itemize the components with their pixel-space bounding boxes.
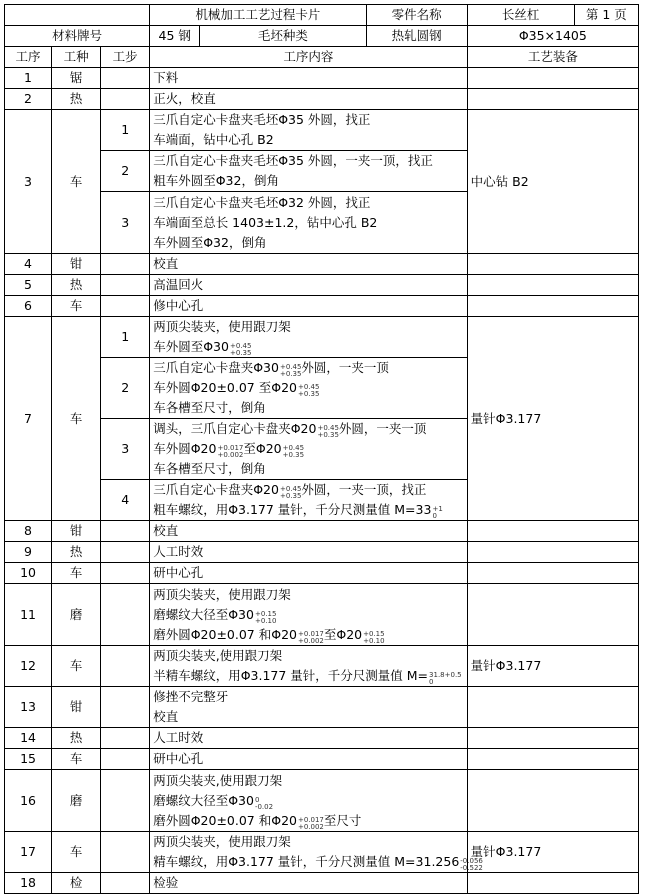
op-number: 14 — [5, 728, 52, 749]
content-line: 两顶尖装夹,使用跟刀架 — [153, 772, 283, 788]
content-line — [153, 378, 463, 398]
op-number: 12 — [5, 646, 52, 687]
equipment-cell — [467, 687, 638, 728]
tolerance — [432, 506, 442, 520]
tolerance-upper: +0.45 — [317, 424, 339, 432]
op-type: 钳 — [52, 687, 101, 728]
op-number: 9 — [5, 542, 52, 563]
content-text: 车外圆Φ20 — [153, 441, 217, 456]
tolerance — [280, 486, 301, 500]
tolerance-lower: +0.002 — [217, 451, 244, 459]
content-line: 车端面至总长 1403±1.2，钻中心孔 B2 — [153, 214, 378, 230]
step-cell — [101, 89, 150, 110]
table-row — [5, 584, 639, 646]
table-row — [5, 275, 639, 296]
equipment-cell — [467, 542, 638, 563]
step-cell — [101, 275, 150, 296]
equipment-cell — [467, 275, 638, 296]
content-line: 校直 — [153, 709, 179, 724]
tolerance-upper: 31.8+0.5 — [429, 671, 462, 679]
content-line: 两顶尖装夹,使用跟刀架 — [153, 648, 283, 663]
content-line — [153, 358, 463, 378]
step-number: 2 — [101, 151, 150, 192]
step-cell — [101, 296, 150, 317]
equipment: 量针Φ3.177 — [467, 646, 638, 687]
step-number: 3 — [101, 419, 150, 480]
content-text: 至Φ20 — [243, 441, 282, 456]
op-number: 17 — [5, 832, 52, 873]
equipment-cell — [467, 296, 638, 317]
col-equipment: 工艺装备 — [467, 47, 638, 68]
op-content: 人工时效 — [150, 728, 467, 749]
op-number: 3 — [5, 110, 52, 254]
step-cell — [101, 770, 150, 832]
tolerance — [429, 672, 462, 686]
tolerance-upper: +0.45 — [279, 485, 302, 493]
content-line — [153, 337, 463, 357]
col-content: 工序内容 — [150, 47, 467, 68]
content-text: 外圆，一夹一顶，找正 — [301, 482, 427, 497]
op-number: 13 — [5, 687, 52, 728]
equipment: 量针Φ3.177 — [467, 832, 638, 873]
table-row — [5, 317, 639, 358]
content-text: 磨外圆Φ20±0.07 和Φ20 — [153, 626, 297, 642]
content-line: 车外圆至Φ32，倒角 — [153, 234, 267, 250]
op-type: 热 — [52, 275, 101, 296]
equipment-cell — [467, 873, 638, 894]
tolerance-lower: +0.002 — [297, 822, 324, 831]
tolerance-lower: +0.35 — [279, 370, 302, 378]
step-number: 1 — [101, 110, 150, 151]
op-type: 车 — [52, 563, 101, 584]
step-cell — [101, 687, 150, 728]
content-text: 车外圆Φ20±0.07 至Φ20 — [153, 380, 297, 395]
op-type: 车 — [52, 832, 101, 873]
content-text: 粗车螺纹，用Φ3.177 量针，千分尺测量值 M=33 — [153, 502, 432, 517]
col-step: 工步 — [101, 47, 150, 68]
step-number: 2 — [101, 358, 150, 419]
process-card-table — [4, 4, 639, 894]
step-cell — [101, 728, 150, 749]
content-line: 修挫不完整牙 — [153, 689, 229, 704]
op-type: 磨 — [52, 770, 101, 832]
table-row — [5, 68, 639, 89]
op-type: 锯 — [52, 68, 101, 89]
step-cell — [101, 584, 150, 646]
tolerance-upper: -0.056 — [460, 857, 483, 865]
blank-type-label: 毛坯种类 — [200, 26, 366, 47]
table-row — [5, 254, 639, 275]
table-row — [5, 296, 639, 317]
op-content — [150, 419, 467, 480]
op-content — [150, 832, 483, 873]
content-text: 磨外圆Φ20±0.07 和Φ20 — [153, 812, 297, 828]
material-label: 材料牌号 — [5, 26, 150, 47]
op-type: 车 — [52, 317, 101, 521]
equipment: 量针Φ3.177 — [467, 317, 638, 521]
content-line — [153, 419, 463, 439]
op-type: 钳 — [52, 254, 101, 275]
content-line — [153, 811, 463, 831]
op-type: 车 — [52, 646, 101, 687]
content-text: 三爪自定心卡盘夹Φ20 — [153, 482, 279, 497]
tolerance-lower: +0.35 — [279, 492, 302, 500]
table-row — [5, 873, 639, 894]
content-text: 半精车螺纹，用Φ3.177 量针，千分尺测量值 M= — [153, 668, 429, 683]
op-type: 热 — [52, 89, 101, 110]
op-content — [150, 770, 467, 832]
col-type: 工种 — [52, 47, 101, 68]
tolerance-upper: +1 — [432, 505, 443, 513]
op-content — [150, 480, 467, 521]
op-content — [150, 584, 467, 646]
tolerance-upper: +0.017 — [217, 444, 244, 452]
op-content — [150, 110, 467, 151]
equipment-cell — [467, 728, 638, 749]
tolerance-upper: +0.017 — [297, 629, 324, 638]
content-line: 三爪自定心卡盘夹毛坯Φ32 外圆，找正 — [153, 194, 371, 210]
tolerance-upper: +0.45 — [279, 363, 302, 371]
op-number: 4 — [5, 254, 52, 275]
op-content: 研中心孔 — [150, 749, 467, 770]
equipment-cell — [467, 749, 638, 770]
card-title: 机械加工工艺过程卡片 — [150, 5, 366, 26]
table-row — [5, 563, 639, 584]
equipment-cell — [467, 89, 638, 110]
op-number: 2 — [5, 89, 52, 110]
op-type: 磨 — [52, 584, 101, 646]
content-text: 磨螺纹大径至Φ30 — [153, 792, 254, 808]
content-line: 车各槽至尺寸，倒角 — [153, 461, 266, 476]
step-number: 3 — [101, 192, 150, 254]
op-content: 校直 — [150, 521, 467, 542]
content-line: 两顶尖装夹，使用跟刀架 — [153, 834, 291, 849]
part-name-page-cell — [467, 5, 638, 26]
tolerance-lower: -0.02 — [254, 802, 274, 811]
content-text: 车外圆至Φ30 — [153, 339, 229, 354]
equipment-cell — [467, 770, 638, 832]
tolerance-upper: 0 — [254, 795, 260, 804]
content-text: 磨螺纹大径至Φ30 — [153, 606, 254, 622]
tolerance-upper: +0.45 — [297, 383, 320, 391]
tolerance — [230, 343, 251, 357]
table-row — [5, 521, 639, 542]
tolerance-upper: +0.45 — [229, 342, 252, 350]
table-row — [5, 728, 639, 749]
op-number: 5 — [5, 275, 52, 296]
op-type: 热 — [52, 542, 101, 563]
tolerance-lower: +0.35 — [317, 431, 339, 439]
content-line: 车各槽至尺寸，倒角 — [153, 400, 266, 415]
table-row — [5, 110, 639, 151]
op-type: 检 — [52, 873, 101, 894]
content-line — [153, 439, 463, 459]
material-value: 45 钢 — [150, 26, 200, 47]
step-cell — [101, 68, 150, 89]
equipment-cell — [467, 254, 638, 275]
equipment-cell — [467, 521, 638, 542]
op-number: 8 — [5, 521, 52, 542]
step-cell — [101, 832, 150, 873]
op-content: 正火，校直 — [150, 89, 467, 110]
tolerance-lower: +0.35 — [229, 349, 252, 357]
step-cell — [101, 563, 150, 584]
op-number: 7 — [5, 317, 52, 521]
content-line — [153, 791, 463, 811]
op-content: 下料 — [150, 68, 467, 89]
table-row — [5, 687, 639, 728]
content-line — [153, 666, 463, 686]
tolerance-lower: +0.10 — [363, 636, 385, 645]
op-number: 1 — [5, 68, 52, 89]
tolerance — [298, 384, 319, 398]
content-line: 车端面，钻中心孔 B2 — [153, 132, 274, 147]
content-line — [153, 605, 463, 625]
tolerance-lower: +0.35 — [297, 390, 320, 398]
op-content: 研中心孔 — [150, 563, 467, 584]
content-line — [153, 852, 483, 872]
step-cell — [101, 646, 150, 687]
step-cell — [101, 521, 150, 542]
tolerance — [255, 611, 276, 625]
tolerance — [283, 445, 304, 459]
equipment-cell — [467, 563, 638, 584]
blank-type-value: 热轧圆钢 — [366, 26, 467, 47]
tolerance — [317, 425, 338, 439]
op-type: 车 — [52, 110, 101, 254]
op-content — [150, 358, 467, 419]
tolerance — [217, 445, 243, 459]
tolerance-upper: +0.15 — [254, 609, 277, 618]
content-line: 两顶尖装夹，使用跟刀架 — [153, 586, 291, 602]
content-text: 至尺寸 — [323, 812, 362, 828]
table-row — [5, 646, 639, 687]
page-number: 第 1 页 — [585, 7, 627, 22]
content-line — [153, 625, 463, 645]
content-text: 外圆，一夹一顶 — [301, 360, 389, 375]
tolerance-lower: 0 — [432, 512, 437, 520]
step-cell — [101, 254, 150, 275]
step-cell — [101, 749, 150, 770]
op-type: 钳 — [52, 521, 101, 542]
equipment-cell — [467, 584, 638, 646]
op-content: 高温回火 — [150, 275, 467, 296]
tolerance-lower: +0.10 — [254, 616, 277, 625]
content-text: 三爪自定心卡盘夹Φ30 — [153, 360, 279, 375]
op-content: 检验 — [150, 873, 467, 894]
tolerance — [298, 817, 324, 831]
content-text: 调头，三爪自定心卡盘夹Φ20 — [153, 421, 317, 436]
process-card — [4, 4, 639, 894]
op-content — [150, 192, 467, 254]
op-content — [150, 317, 467, 358]
op-type: 车 — [52, 296, 101, 317]
op-number: 15 — [5, 749, 52, 770]
op-number: 10 — [5, 563, 52, 584]
equipment-cell — [467, 68, 638, 89]
step-cell — [101, 873, 150, 894]
tolerance — [255, 797, 273, 811]
tolerance-lower: +0.002 — [297, 636, 324, 645]
op-content — [150, 687, 467, 728]
equipment: 中心钻 B2 — [467, 110, 638, 254]
tolerance-upper: +0.15 — [363, 629, 385, 638]
tolerance — [280, 364, 301, 378]
op-type: 车 — [52, 749, 101, 770]
content-line: 两顶尖装夹，使用跟刀架 — [153, 319, 291, 334]
content-text: 外圆，一夹一顶 — [338, 421, 427, 436]
op-content — [150, 646, 467, 687]
op-content: 人工时效 — [150, 542, 467, 563]
op-type: 热 — [52, 728, 101, 749]
table-row — [5, 832, 639, 873]
op-content: 修中心孔 — [150, 296, 467, 317]
table-row — [5, 89, 639, 110]
table-row — [5, 770, 639, 832]
tolerance-upper: +0.017 — [297, 815, 324, 824]
tolerance — [298, 631, 324, 645]
header-blank — [5, 5, 150, 26]
part-name-label: 零件名称 — [366, 5, 467, 26]
col-op: 工序 — [5, 47, 52, 68]
table-row — [5, 749, 639, 770]
content-line: 粗车外圆至Φ32，倒角 — [153, 173, 279, 188]
step-number: 4 — [101, 480, 150, 521]
content-line — [153, 480, 463, 500]
content-text: 至Φ20 — [323, 626, 363, 642]
tolerance-lower: 0 — [429, 678, 434, 686]
step-cell — [101, 542, 150, 563]
part-name-value: 长丝杠 — [468, 5, 575, 25]
step-number: 1 — [101, 317, 150, 358]
blank-size-value: Φ35×1405 — [467, 26, 638, 47]
content-line — [153, 500, 463, 520]
tolerance — [363, 631, 384, 645]
op-number: 6 — [5, 296, 52, 317]
tolerance-lower: -0.522 — [460, 864, 483, 872]
op-content — [150, 151, 467, 192]
tolerance-upper: +0.45 — [282, 444, 305, 452]
content-text: 精车螺纹，用Φ3.177 量针，千分尺测量值 M=31.256 — [153, 854, 460, 869]
op-number: 18 — [5, 873, 52, 894]
op-content: 校直 — [150, 254, 467, 275]
content-line: 三爪自定心卡盘夹毛坯Φ35 外圆，找正 — [153, 112, 371, 127]
content-line: 三爪自定心卡盘夹毛坯Φ35 外圆，一夹一顶，找正 — [153, 153, 433, 168]
op-number: 16 — [5, 770, 52, 832]
table-row — [5, 542, 639, 563]
tolerance-lower: +0.35 — [282, 451, 305, 459]
op-number: 11 — [5, 584, 52, 646]
